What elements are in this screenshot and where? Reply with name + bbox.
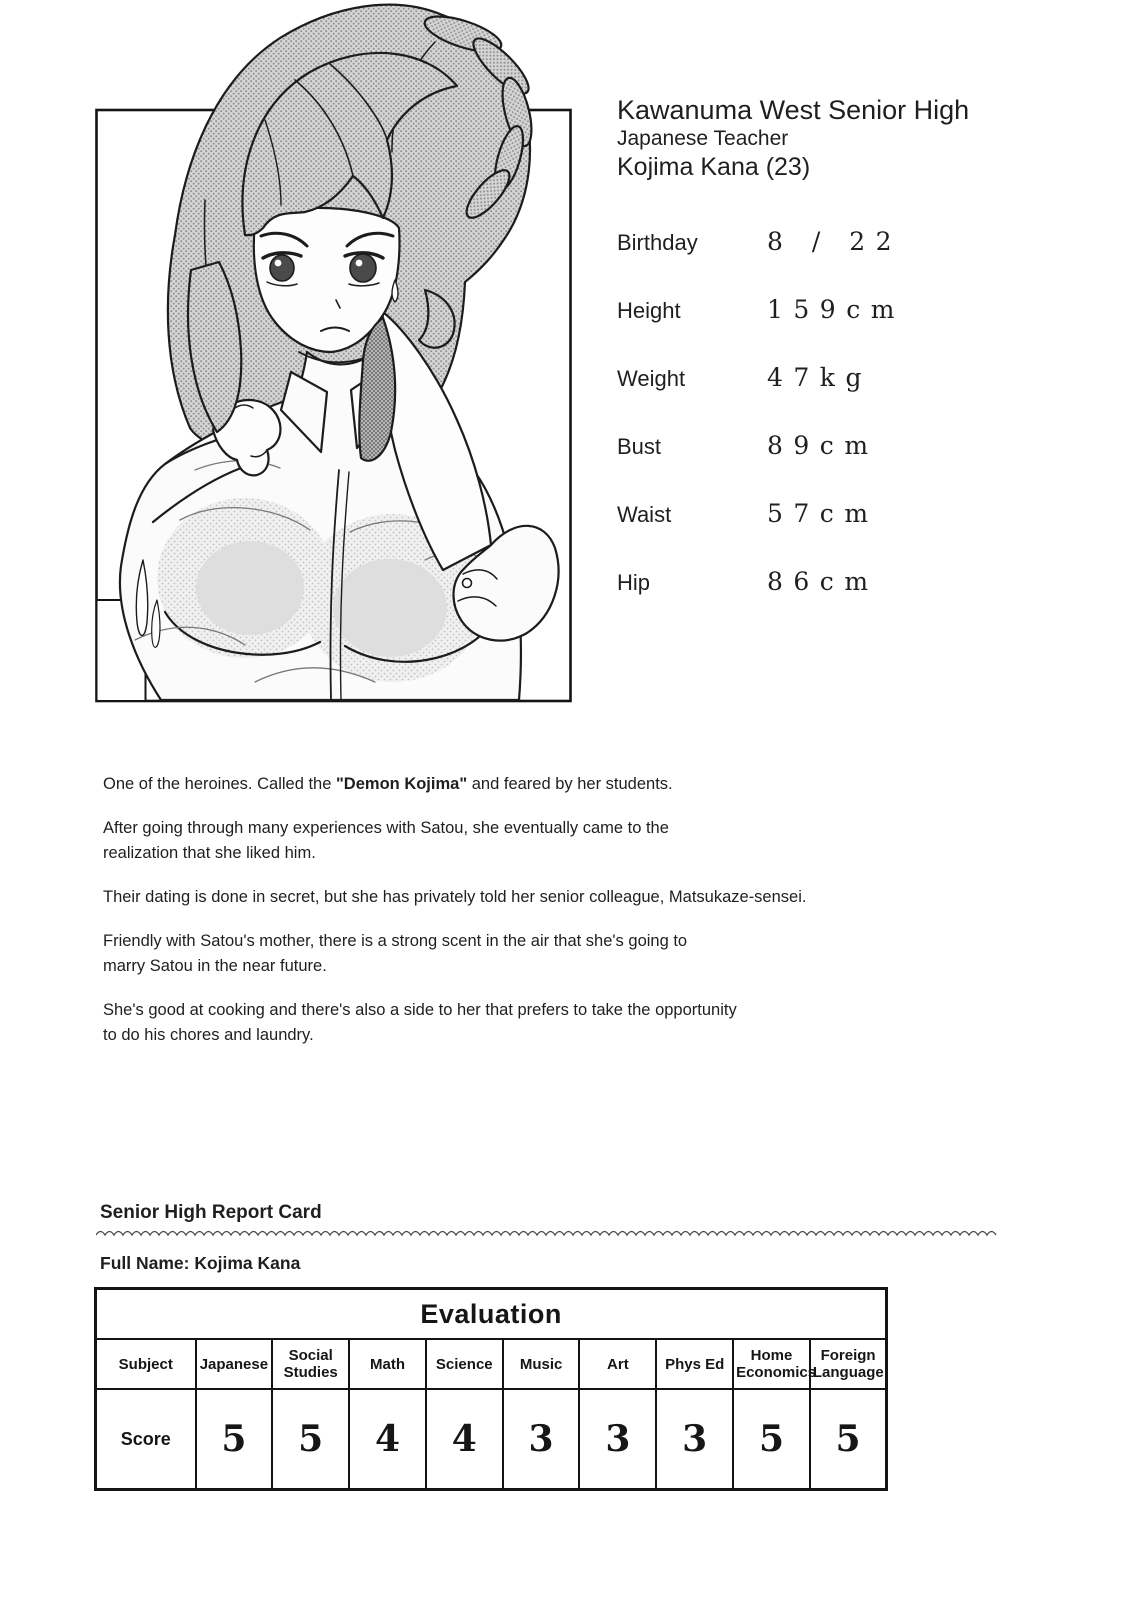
score-cell: 5 <box>810 1389 887 1490</box>
subject-label-cell: Subject <box>96 1339 196 1389</box>
subject-cell: Science <box>426 1339 503 1389</box>
stat-row-height <box>617 295 905 363</box>
report-card-full-name: Full Name: Kojima Kana <box>100 1253 301 1273</box>
stat-value: 159cm <box>767 295 905 324</box>
description-paragraph <box>103 929 1003 979</box>
subject-header-row <box>96 1339 887 1389</box>
description-paragraph <box>103 885 1003 910</box>
stat-row-waist <box>617 499 905 567</box>
score-cell: 4 <box>426 1389 503 1490</box>
stat-label: Bust <box>617 434 662 459</box>
evaluation-header-row <box>96 1289 887 1340</box>
stat-value: 86cm <box>767 567 879 596</box>
paragraph-line: Friendly with Satou's mother, there is a strong scent in the air that she's going to <box>103 932 688 950</box>
stat-label: Birthday <box>617 230 698 255</box>
character-name: Kojima Kana (23) <box>617 153 811 181</box>
subject-cell: Foreign Language <box>810 1339 887 1389</box>
stat-row-bust <box>617 431 905 499</box>
score-cell: 5 <box>272 1389 349 1490</box>
stat-value: 89cm <box>767 431 879 460</box>
evaluation-table <box>94 1287 888 1491</box>
score-cell: 5 <box>733 1389 810 1490</box>
wavy-divider-path <box>96 1232 996 1236</box>
subject-cell: Social Studies <box>272 1339 349 1389</box>
report-card-title: Senior High Report Card <box>100 1202 322 1223</box>
subject-cell: Home Economics <box>733 1339 810 1389</box>
description-paragraph <box>103 772 1003 797</box>
eye-right <box>350 254 376 282</box>
nickname-bold: "Demon Kojima" <box>335 775 468 793</box>
paragraph-line: marry Satou in the near future. <box>103 957 327 975</box>
eye-highlight <box>356 260 363 267</box>
eye-left <box>270 255 294 281</box>
score-cell: 4 <box>349 1389 426 1490</box>
paragraph-text: One of the heroines. Called the <box>103 775 336 793</box>
evaluation-header-cell: Evaluation <box>96 1289 887 1340</box>
subject-cell: Art <box>579 1339 656 1389</box>
subject-cell: Math <box>349 1339 426 1389</box>
stat-value: 47kg <box>767 363 872 392</box>
profile-header <box>617 94 969 182</box>
stat-value: 57cm <box>767 499 879 528</box>
school-name: Kawanuma West Senior High <box>617 95 970 125</box>
character-illustration <box>95 0 573 705</box>
description-paragraph <box>103 998 1003 1048</box>
score-cell: 3 <box>579 1389 656 1490</box>
paragraph-line: After going through many experiences with Satou, she eventually came to the <box>103 819 669 837</box>
wavy-divider <box>96 1228 998 1238</box>
water-droplet <box>463 579 472 588</box>
stat-label: Hip <box>617 570 651 595</box>
score-label-cell: Score <box>96 1389 196 1490</box>
subject-cell: Phys Ed <box>656 1339 733 1389</box>
paragraph-line: Their dating is done in secret, but she has privately told her senior colleague, Matsukaze-sensei. <box>103 888 807 906</box>
character-illustration-svg <box>95 0 573 705</box>
stat-row-birthday <box>617 227 905 295</box>
job-title: Japanese Teacher <box>617 127 789 150</box>
paragraph-text: and feared by her students. <box>467 775 673 793</box>
score-cell: 5 <box>196 1389 273 1490</box>
score-cell: 3 <box>503 1389 580 1490</box>
subject-cell: Japanese <box>196 1339 273 1389</box>
eye-highlight <box>275 260 282 267</box>
paragraph-line: to do his chores and laundry. <box>103 1026 314 1044</box>
stat-row-hip <box>617 567 905 635</box>
stat-label: Height <box>617 298 681 323</box>
paragraph-line: She's good at cooking and there's also a side to her that prefers to take the opportunity <box>103 1001 737 1019</box>
stat-label: Waist <box>617 502 672 527</box>
score-row <box>96 1389 887 1490</box>
stat-row-weight <box>617 363 905 431</box>
stat-label: Weight <box>617 366 686 391</box>
score-cell: 3 <box>656 1389 733 1490</box>
description-paragraph <box>103 816 1003 866</box>
subject-cell: Music <box>503 1339 580 1389</box>
bra-shading <box>333 559 447 657</box>
stat-value: 8 / 22 <box>767 227 903 256</box>
stats-list <box>617 227 905 635</box>
bra-shading <box>196 541 304 635</box>
character-description <box>103 772 1003 1067</box>
paragraph-line: realization that she liked him. <box>103 844 316 862</box>
